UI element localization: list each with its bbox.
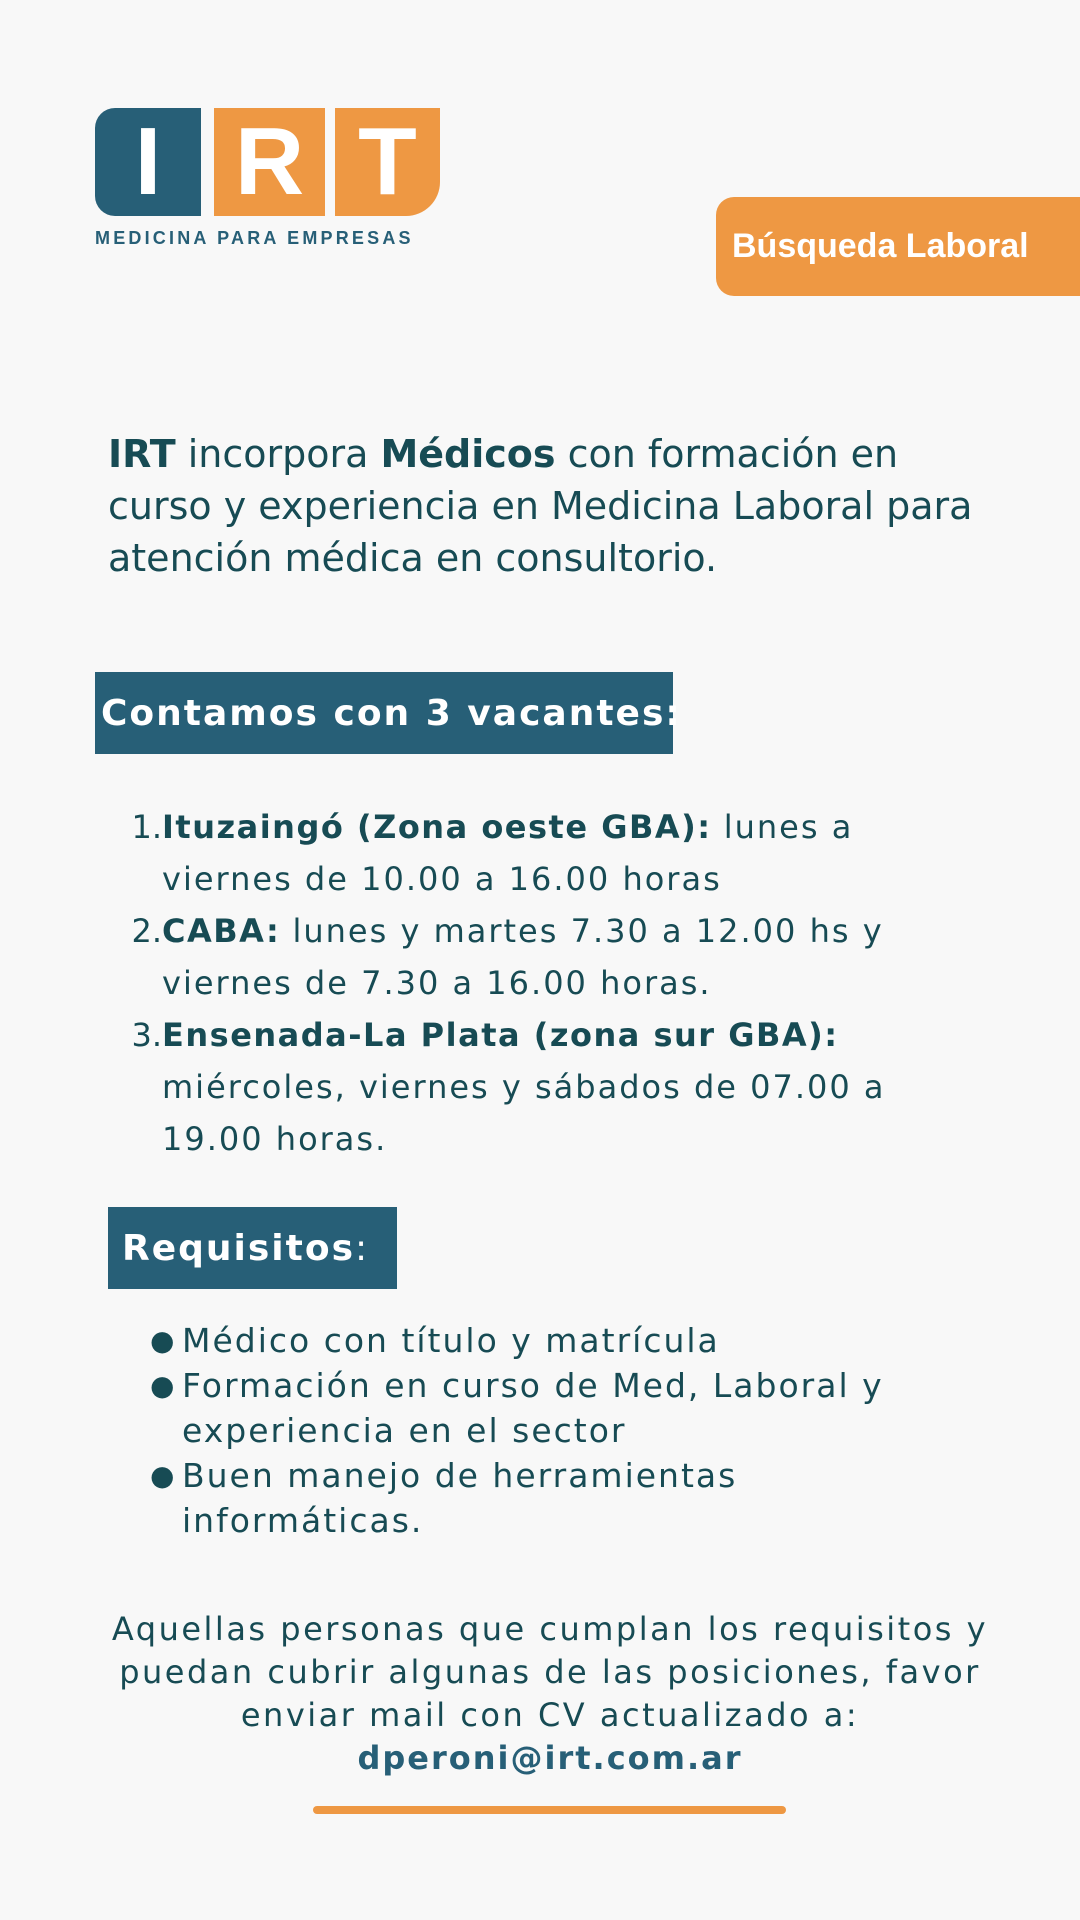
intro-company: IRT — [108, 432, 176, 476]
vacancies-heading: Contamos con 3 vacantes: — [95, 672, 673, 754]
requirements-list — [150, 1318, 980, 1543]
logo-letter-t: T — [335, 108, 440, 216]
requirement-text: Médico con título y matrícula — [182, 1321, 720, 1360]
intro-text-1: incorpora — [175, 432, 381, 476]
contact-email[interactable]: dperoni@irt.com.ar — [357, 1739, 743, 1777]
vacancy-place: CABA: — [162, 912, 281, 950]
vacancy-item — [120, 905, 980, 1009]
vacancy-item — [120, 1009, 980, 1165]
intro-text-2: con formación en curso y experiencia en Medicina Laboral para atención médica en consultorio. — [108, 432, 973, 580]
irt-logo — [95, 108, 440, 249]
logo-letter-i: I — [95, 108, 201, 216]
vacancy-number: 2. — [131, 912, 162, 950]
vacancy-body — [162, 801, 980, 905]
requirement-item — [150, 1363, 980, 1453]
closing-paragraph — [60, 1608, 1040, 1780]
vacancy-number: 1. — [131, 808, 162, 846]
accent-divider — [313, 1806, 786, 1814]
vacancy-schedule: lunes y martes 7.30 a 12.00 hs y viernes de 7.30 a 16.00 horas. — [162, 912, 884, 1002]
requirements-heading — [108, 1207, 397, 1289]
busqueda-laboral-tag: Búsqueda Laboral — [716, 197, 1080, 296]
requirement-item — [150, 1318, 980, 1363]
logo-letter-r: R — [214, 108, 325, 216]
intro-paragraph — [108, 428, 1008, 584]
requirements-heading-colon: : — [355, 1227, 370, 1269]
logo-tagline: MEDICINA PARA EMPRESAS — [95, 228, 414, 248]
vacancy-schedule: miércoles, viernes y sábados de 07.00 a 19.00 horas. — [162, 1068, 886, 1158]
requirement-text: Formación en curso de Med, Laboral y experiencia en el sector — [182, 1366, 884, 1450]
vacancy-place: Ituzaingó (Zona oeste GBA): — [162, 808, 712, 846]
vacancies-list — [120, 801, 980, 1165]
vacancy-schedule: lunes a viernes de 10.00 a 16.00 horas — [162, 808, 854, 898]
requirements-heading-text: Requisitos — [122, 1227, 356, 1269]
vacancy-item — [120, 801, 980, 905]
requirement-item — [150, 1453, 980, 1543]
bullet-icon: ● — [150, 1459, 177, 1492]
bullet-icon: ● — [150, 1324, 177, 1357]
vacancy-place: Ensenada-La Plata (zona sur GBA): — [162, 1016, 839, 1054]
vacancy-body — [162, 1009, 980, 1165]
intro-role: Médicos — [380, 432, 556, 476]
vacancy-number: 3. — [131, 1016, 162, 1054]
bullet-icon: ● — [150, 1369, 177, 1402]
requirement-text: Buen manejo de herramientas informáticas. — [182, 1456, 738, 1540]
closing-text: Aquellas personas que cumplan los requisitos y puedan cubrir algunas de las posiciones, favor enviar mail con CV actualizado a: — [111, 1610, 989, 1734]
vacancy-body — [162, 905, 980, 1009]
logo-blocks — [95, 108, 440, 216]
